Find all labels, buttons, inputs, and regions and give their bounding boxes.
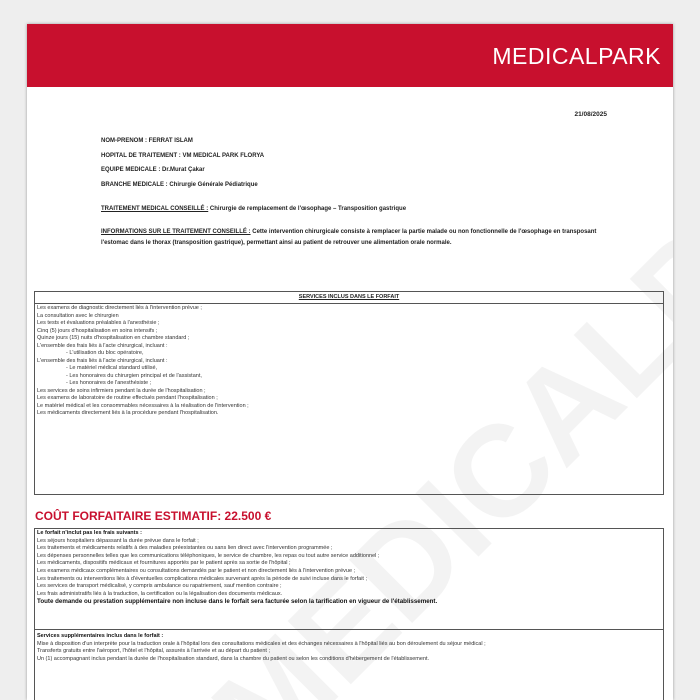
list-item: Un (1) accompagnant inclus pendant la durée de l'hospitalisation standard, dans la chambre du patient ou selon les conditions d'hébergement de l'établissement.	[37, 655, 430, 662]
list-item: Les services de soins infirmiers pendant la durée de l'hospitalisation ;	[37, 387, 206, 394]
list-item: L'ensemble des frais liés à l'acte chirurgical, incluant :	[37, 357, 168, 364]
patient-info	[101, 134, 264, 192]
list-item: Les médicaments directement liés à la procédure pendant l'hospitalisation.	[37, 410, 219, 416]
list-item: Transferts gratuits entre l'aéroport, l'hôtel et l'hôpital, assurés à l'arrivée et au départ du patient ;	[37, 648, 270, 655]
list-item: Les médicaments, dispositifs médicaux et fournitures apportés par le patient après sa sortie de l'hôpital ;	[37, 560, 291, 567]
list-item: Cinq (5) jours d'hospitalisation en soins intensifs ;	[37, 327, 158, 334]
treatment-info-label: INFORMATIONS SUR LE TRAITEMENT CONSEILLÉ :	[101, 229, 251, 235]
list-item: Les examens de laboratoire de routine effectués pendant l'hospitalisation ;	[37, 395, 218, 401]
exclusions-footer: Toute demande ou prestation supplémentaire non incluse dans le forfait sera facturée selon la tarification en vigueur de l'établissement.	[37, 598, 438, 606]
list-item: - Les honoraires du chirurgien principal et de l'assistant,	[66, 372, 202, 379]
services-list	[35, 304, 663, 418]
medical-team: EQUIPE MEDICALE : Dr.Murat Çakar	[101, 167, 205, 173]
list-item: La consultation avec le chirurgien	[37, 312, 119, 319]
treatment-label: TRAITEMENT MEDICAL CONSEILLÉ :	[101, 206, 209, 212]
services-title: SERVICES INCLUS DANS LE FORFAIT	[35, 292, 663, 304]
list-item: - Le matériel médical standard utilisé,	[66, 365, 158, 371]
list-item: - L'utilisation du bloc opératoire,	[66, 350, 144, 356]
list-item: Les frais administratifs liés à la traduction, la certification ou la légalisation des documents médicaux.	[37, 590, 283, 597]
patient-name: NOM-PRENOM : FERRAT ISLAM	[101, 138, 193, 144]
list-item: Les examens médicaux complémentaires ou consultations demandés par le patient et non directement liés à l'intervention prévue ;	[37, 567, 356, 574]
list-item: Les traitements et médicaments relatifs à des maladies préexistantes ou sans lien direct avec l'intervention programmée ;	[37, 545, 333, 552]
treatment-info	[101, 227, 601, 249]
list-item: Les tests et évaluations préalables à l'anesthésie ;	[37, 320, 160, 326]
medicalpark-logo: MEDICALPARK	[492, 43, 661, 69]
list-item: Le matériel médical et les consommables nécessaires à la réalisation de l'intervention ;	[37, 402, 249, 409]
treatment-value: Chirurgie de remplacement de l'œsophage – Transposition gastrique	[209, 206, 407, 212]
hospital: HOPITAL DE TRAITEMENT : VM MEDICAL PARK FLORYA	[101, 152, 265, 159]
list-item: Mise à disposition d'un interprète pour la traduction orale à l'hôpital lors des consultations médicales et des échanges nécessaires à l'hôpital liés au bon déroulement du séjour médical ;	[37, 640, 486, 647]
document-date: 21/08/2025	[574, 111, 607, 118]
document-page	[27, 24, 673, 700]
supplements-title: Services supplémentaires inclus dans le forfait :	[37, 633, 164, 639]
exclusions-box	[34, 528, 664, 630]
list-item: Quinze jours (15) nuits d'hospitalisation en chambre standard ;	[37, 335, 190, 341]
services-table	[34, 291, 664, 495]
list-item: Les dépenses personnelles telles que les communications téléphoniques, le service de chambre, les repas ou tout autre service additionnel ;	[37, 552, 380, 559]
estimated-cost: COÛT FORFAITAIRE ESTIMATIF: 22.500 €	[35, 509, 272, 523]
list-item: Les examens de diagnostic directement liés à l'intervention prévue ;	[37, 305, 202, 311]
list-item: Les services de transport médicalisé, y compris ambulance ou rapatriement, sauf mention contraire ;	[37, 583, 282, 590]
medical-branch: BRANCHE MEDICALE : Chirurgie Générale Pédiatrique	[101, 181, 258, 188]
list-item: Les séjours hospitaliers dépassant la durée prévue dans le forfait ;	[37, 537, 199, 544]
supplements-box	[34, 630, 664, 700]
treatment-info-text: Cette intervention chirurgicale consiste à remplacer la partie malade ou non fonctionnelle de l'œsophage en transposant l'estomac dans le thorax (transposition gastrique), permettant ainsi au patient de retrouver une alimentation orale normale.	[101, 229, 597, 246]
list-item: Les traitements ou interventions liés à d'éventuelles complications médicales survenant après la période de suivi incluse dans le forfait ;	[37, 575, 368, 582]
treatment-line	[101, 206, 601, 212]
exclusions-title: Le forfait n'inclut pas les frais suivants :	[37, 530, 142, 536]
list-item: - Les honoraires de l'anesthésiste ;	[66, 380, 152, 386]
list-item: L'ensemble des frais liés à l'acte chirurgical, incluant :	[37, 342, 168, 349]
